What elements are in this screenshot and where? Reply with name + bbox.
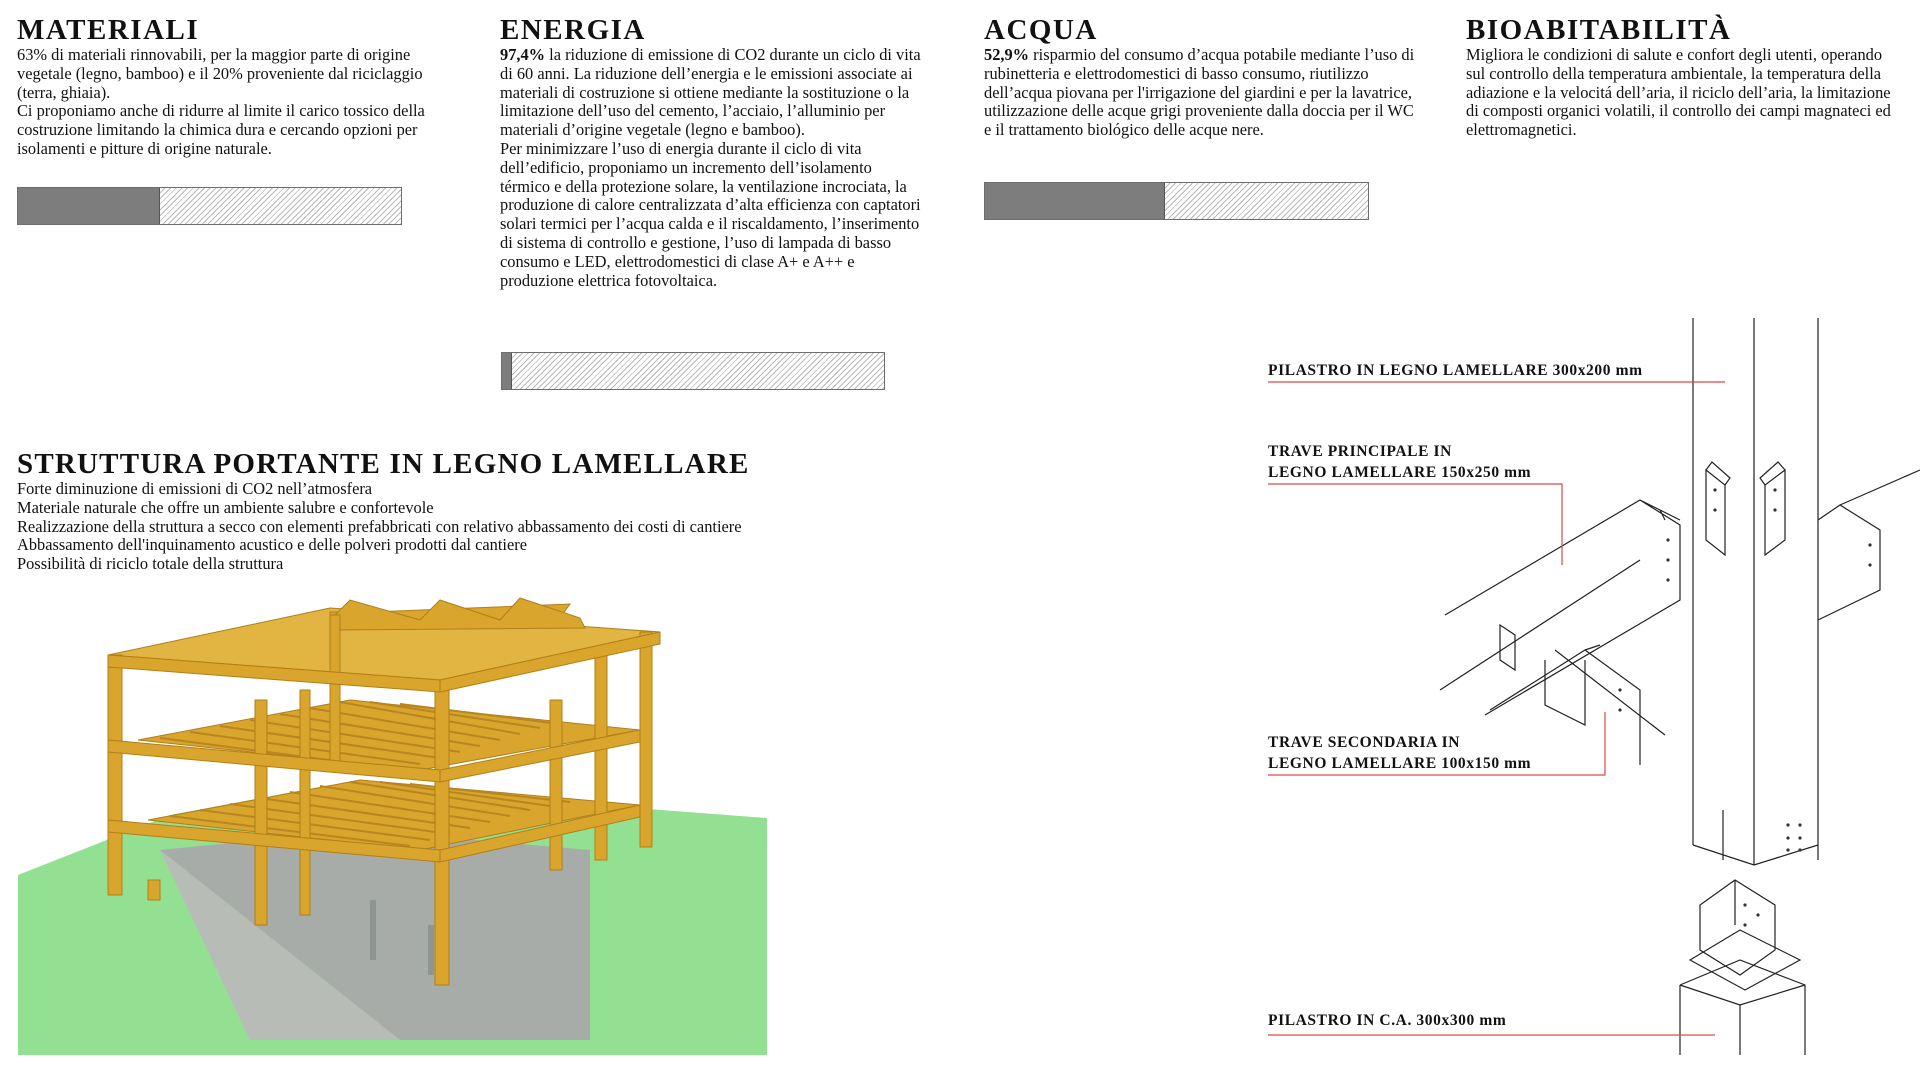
- base-plate-flange: [1690, 930, 1800, 990]
- section-materiali: [17, 14, 457, 159]
- section-paragraph: [500, 46, 925, 140]
- structure-line: Abbassamento dell'inquinamento acustico e delle polveri prodotti dal cantiere: [17, 535, 527, 555]
- concrete-column: [1680, 960, 1805, 1055]
- highlight-value: 52,9%: [984, 45, 1030, 64]
- bolt: [1798, 848, 1801, 851]
- section-paragraph: [17, 102, 457, 158]
- bar-remainder: [1165, 183, 1368, 219]
- bolt: [1666, 558, 1669, 561]
- column: [640, 632, 652, 847]
- column: [255, 700, 267, 925]
- bar-fill: [502, 353, 512, 389]
- steel-bracket: [1500, 625, 1515, 670]
- steel-post: [428, 925, 434, 975]
- label-pilastro-ca: PILASTRO IN C.A. 300x300 mm: [1268, 1012, 1507, 1029]
- bolt: [1868, 543, 1871, 546]
- bolt: [1786, 836, 1789, 839]
- section-paragraph: [500, 140, 925, 290]
- bolt: [1713, 508, 1716, 511]
- materiali-progress-bar: [17, 187, 402, 225]
- column: [300, 690, 310, 915]
- label-trave-principale: [1268, 441, 1531, 483]
- paragraph-text: la riduzione di emissione di CO2 durante un ciclo di vita di 60 anni. La riduzione dell’energia e le emissioni associate ai materiali di costruzione si ottiene mediante la sostituzione o la limitazione dell’uso del cemento, l’acciaio, l’alluminio per materiali d’origine vegetale (legno e bamboo).: [500, 45, 921, 140]
- column: [330, 615, 340, 765]
- label-line: LEGNO LAMELLARE 100x150 mm: [1268, 755, 1532, 772]
- label-line: TRAVE PRINCIPALE IN: [1268, 443, 1452, 460]
- paragraph-text: Per minimizzare l’uso di energia durante il ciclo di vita dell’edificio, proponiamo un incremento dell’isolamento térmico e della protezione solare, la ventilazione incrociata, la produzione di calore centralizzata d’alta efficienza con captatori solari termici per l’acqua calda e il riscaldamento, l’inserimento di sistema di controllo e gestione, l’uso di lampada di basso consumo e LED, elettrodomestici di clase A+ e A++ e produzione elettrica fotovoltaica.: [500, 138, 921, 290]
- bolt: [1713, 488, 1716, 491]
- structure-title: STRUTTURA PORTANTE IN LEGNO LAMELLARE: [17, 448, 750, 480]
- paragraph-text: Ci proponiamo anche di ridurre al limite il carico tossico della costruzione limitando la chimica dura e cercando opzioni per isolamenti e pitture di origine naturale.: [17, 101, 425, 158]
- bar-fill: [985, 183, 1165, 219]
- bolt: [1773, 508, 1776, 511]
- section-paragraph: [984, 46, 1416, 140]
- bolt: [1743, 923, 1746, 926]
- bolt: [1773, 488, 1776, 491]
- column: [595, 650, 607, 860]
- highlight-value: 97,4%: [500, 45, 546, 64]
- secondary-beam-end: [1545, 660, 1585, 725]
- energia-progress-bar: [501, 352, 885, 390]
- paragraph-text: Migliora le condizioni di salute e confort degli utenti, operando sul controllo della temperatura ambientale, la temperatura della adiazione e la velocitá dell’aria, il riciclo dell’aria, la limitazione di composti organici volatili, il controllo dei campi magnateci ed elettromagnetici.: [1466, 45, 1891, 140]
- structure-line: Forte diminuzione di emissioni di CO2 nell’atmosfera: [17, 479, 373, 498]
- bolt: [1666, 578, 1669, 581]
- label-line: TRAVE SECONDARIA IN: [1268, 734, 1460, 751]
- structure-section: [17, 448, 750, 574]
- column: [435, 680, 449, 985]
- steel-bracket: [1760, 462, 1785, 555]
- paragraph-text: 63% di materiali rinnovabili, per la maggior parte di origine vegetale (legno, bamboo) e il 20% proveniente dal riciclaggio (terra, ghiaia).: [17, 45, 423, 102]
- paragraph-text: risparmio del consumo d’acqua potabile mediante l’uso di rubinetteria e elettrodomestici di basso consumo, riutilizzo dell’acqua piovana per l'irrigazione del giardini e per la lavatrice, utilizzazione delle acque grigi proveniente dalla doccia per il WC e il trattamento biológico delle acque nere.: [984, 45, 1415, 140]
- section-acqua: [984, 14, 1416, 140]
- steel-post: [370, 900, 376, 960]
- acqua-progress-bar: [984, 182, 1369, 220]
- section-title: BIOABITABILITÀ: [1466, 14, 1732, 46]
- column: [148, 880, 160, 900]
- bolt: [1786, 848, 1789, 851]
- section-energia: [500, 14, 925, 290]
- section-title: ACQUA: [984, 14, 1098, 46]
- bolt: [1743, 903, 1746, 906]
- bar-fill: [18, 188, 160, 224]
- roof-truss: [330, 598, 585, 630]
- bolt: [1618, 708, 1621, 711]
- column: [550, 700, 562, 870]
- column: [108, 655, 122, 895]
- structure-line: Realizzazione della struttura a secco con elementi prefabbricati con relativo abbassamento dei costi di cantiere: [17, 516, 742, 536]
- bolt: [1868, 563, 1871, 566]
- structure-line: Materiale naturale che offre un ambiente salubre e confortevole: [17, 497, 434, 517]
- section-title: ENERGIA: [500, 14, 646, 46]
- beam-line: [1440, 560, 1640, 690]
- bolt: [1798, 823, 1801, 826]
- bolt: [1666, 538, 1669, 541]
- bolt: [1786, 823, 1789, 826]
- section-paragraph: [17, 46, 457, 102]
- section-title: MATERIALI: [17, 14, 200, 46]
- timber-column: [1693, 318, 1818, 865]
- bolt: [1756, 913, 1759, 916]
- section-bioabitabilita: [1466, 14, 1904, 140]
- joint-detail-drawing: [1260, 310, 1920, 1065]
- structure-line: Possibilità di riciclo totale della struttura: [17, 554, 284, 574]
- label-trave-secondaria: [1268, 732, 1531, 774]
- steel-bracket: [1706, 462, 1730, 555]
- timber-frame-illustration: [0, 580, 780, 1060]
- leader-line: [1268, 484, 1562, 565]
- section-paragraph: [1466, 46, 1904, 140]
- label-pilastro-legno: PILASTRO IN LEGNO LAMELLARE 300x200 mm: [1268, 362, 1643, 379]
- label-line: LEGNO LAMELLARE 150x250 mm: [1268, 464, 1532, 481]
- bar-remainder: [160, 188, 401, 224]
- bolt: [1798, 836, 1801, 839]
- bolt: [1618, 688, 1621, 691]
- bar-remainder: [512, 353, 884, 389]
